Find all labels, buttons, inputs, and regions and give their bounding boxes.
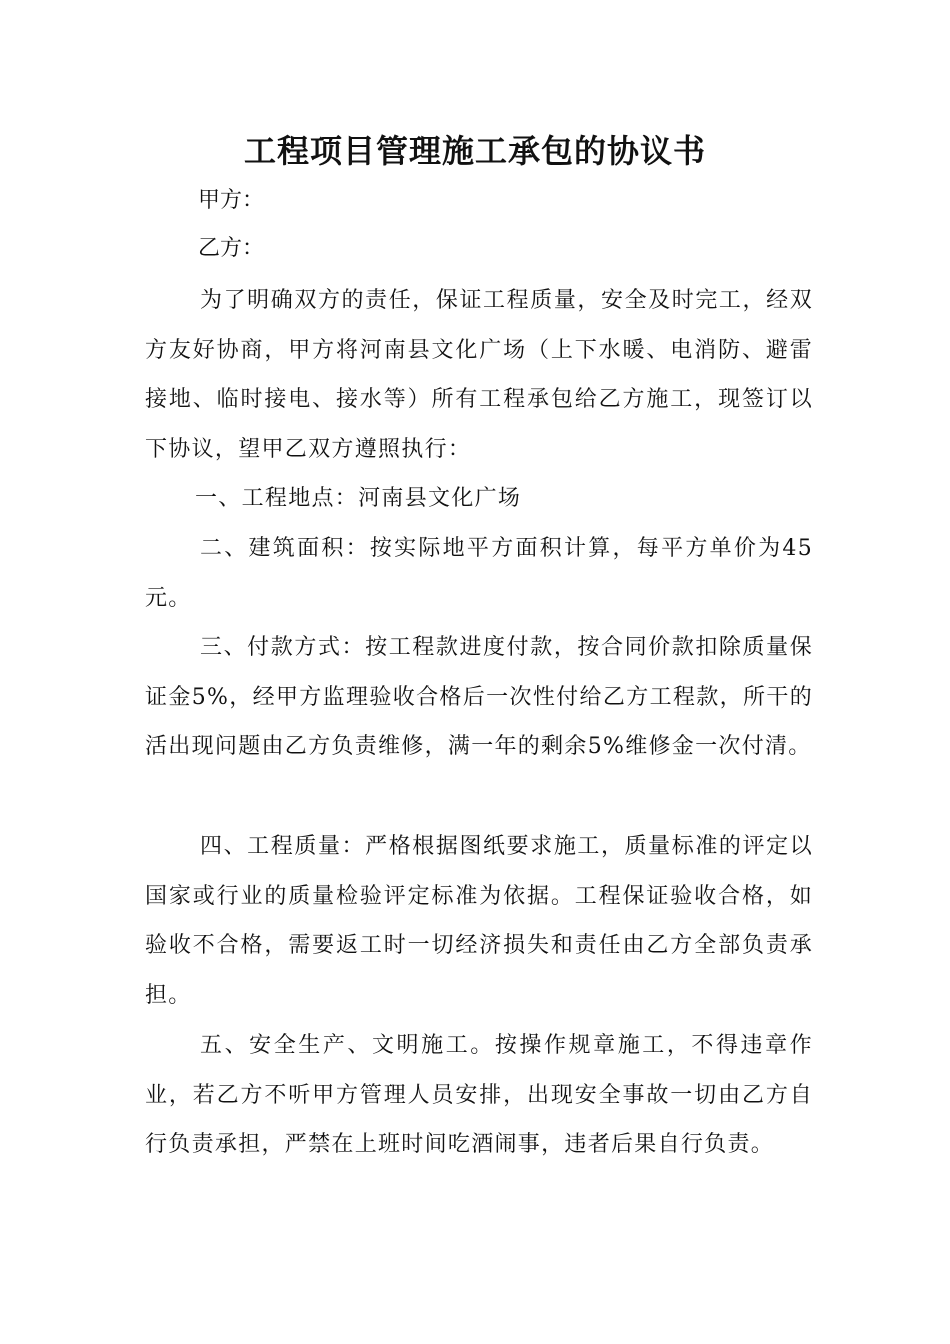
clause-4-quality: 四、工程质量：严格根据图纸要求施工，质量标准的评定以国家或行业的质量检验评定标准为依据。工程保证验收合格，如验收不合格，需要返工时一切经济损失和责任由乙方全部负责承担。 [145, 834, 813, 1008]
clause-5-safety: 五、安全生产、文明施工。按操作规章施工，不得违章作业，若乙方不听甲方管理人员安排，出现安全事故一切由乙方自行负责承担，严禁在上班时间吃酒闹事，违者后果自行负责。 [145, 1033, 813, 1157]
party-a-label: 甲方： [198, 188, 265, 213]
clause-2-area: 二、建筑面积：按实际地平方面积计算，每平方单价为45元。 [145, 536, 813, 611]
party-b-label: 乙方： [198, 236, 265, 261]
clause-3-payment: 三、付款方式：按工程款进度付款，按合同价款扣除质量保证金5%，经甲方监理验收合格后一次性付给乙方工程款，所干的活出现问题由乙方负责维修，满一年的剩余5%维修金一次付清。 [145, 635, 813, 759]
intro-paragraph: 为了明确双方的责任，保证工程质量，安全及时完工，经双方友好协商，甲方将河南县文化广场（上下水暖、电消防、避雷接地、临时接电、接水等）所有工程承包给乙方施工，现签订以下协议，望甲乙双方遵照执行： [145, 288, 813, 462]
clause-1-location: 一、工程地点：河南县文化广场 [195, 486, 522, 511]
document-title: 工程项目管理施工承包的协议书 [243, 132, 706, 170]
